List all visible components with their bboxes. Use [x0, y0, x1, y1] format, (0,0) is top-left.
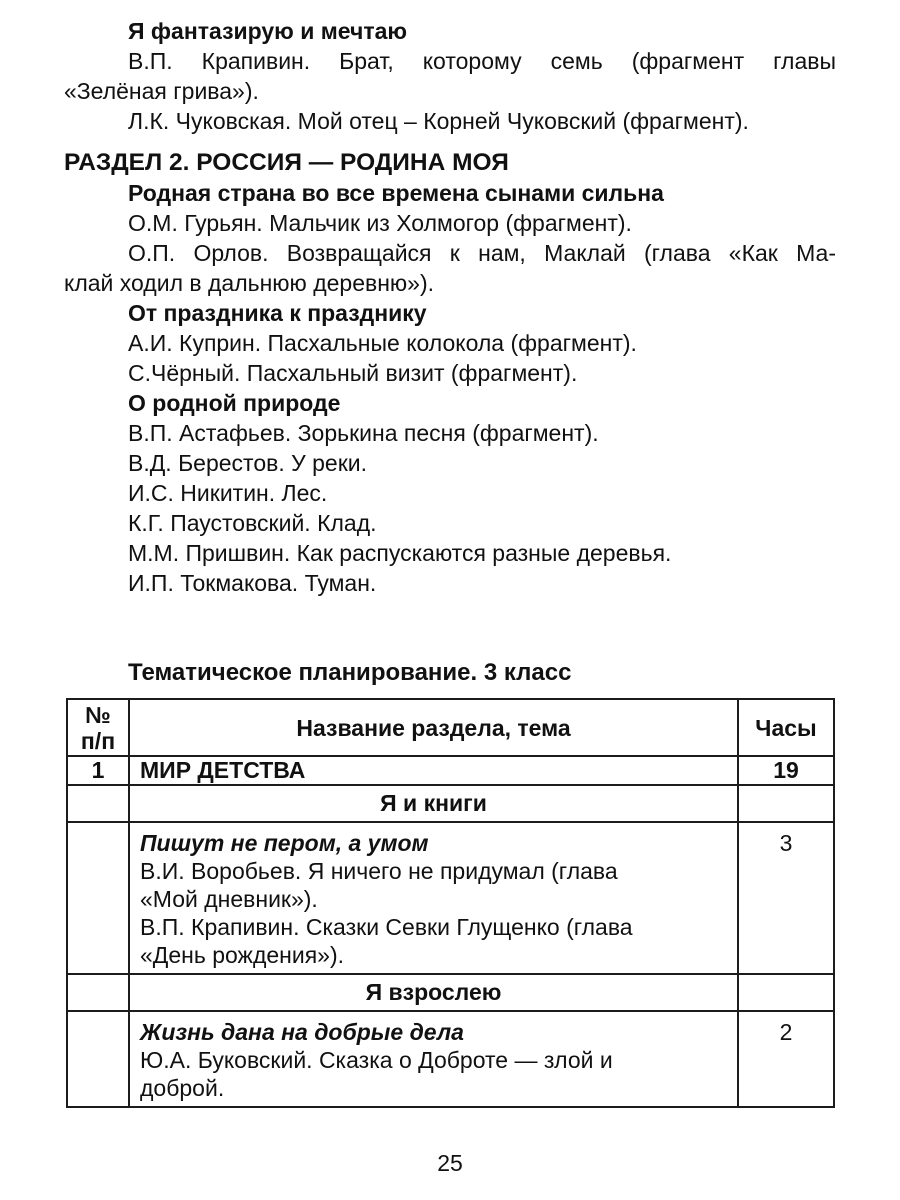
table-row-theme	[67, 822, 834, 974]
toc-entry: А.И. Куприн. Пасхальные колокола (фрагмент).	[128, 330, 637, 356]
header-cell-hours: Часы	[738, 699, 834, 756]
cell-subheading: Я и книги	[129, 785, 738, 822]
table-row-section	[67, 756, 834, 785]
table-header-row	[67, 699, 834, 756]
cell-row-number: 1	[67, 756, 129, 785]
theme-line: «День рождения»).	[140, 942, 345, 968]
cell-hours: 19	[738, 756, 834, 785]
cell-hours: 2	[738, 1011, 834, 1107]
table-row-subheading	[67, 974, 834, 1011]
header-number-line1: №	[85, 701, 111, 728]
toc-entry-line: О.П. Орлов. Возвращайся к нам, Маклай (глава «Как Ма-	[128, 240, 836, 266]
cell-subheading: Я взрослею	[129, 974, 738, 1011]
cell-section-title: МИР ДЕТСТВА	[129, 756, 738, 785]
toc-section	[0, 0, 900, 598]
cell-empty	[67, 974, 129, 1011]
toc-subheading: Родная страна во все времена сынами сильна	[128, 180, 664, 206]
cell-empty	[67, 785, 129, 822]
toc-entry: Л.К. Чуковская. Мой отец – Корней Чуковский (фрагмент).	[128, 108, 749, 134]
toc-entry: С.Чёрный. Пасхальный визит (фрагмент).	[128, 360, 578, 386]
cell-theme-content	[129, 1011, 738, 1107]
toc-subheading: Я фантазирую и мечтаю	[128, 18, 408, 44]
toc-entry: В.Д. Берестов. У реки.	[128, 450, 368, 476]
theme-line: В.И. Воробьев. Я ничего не придумал (глава	[140, 858, 618, 884]
toc-entry: В.П. Астафьев. Зорькина песня (фрагмент).	[128, 420, 599, 446]
header-number-line2: п/п	[80, 727, 116, 754]
toc-subheading: От праздника к празднику	[128, 300, 427, 326]
section-heading: РАЗДЕЛ 2. РОССИЯ — РОДИНА МОЯ	[64, 149, 509, 176]
cell-theme-content	[129, 822, 738, 974]
toc-entry: К.Г. Паустовский. Клад.	[128, 510, 377, 536]
theme-line: В.П. Крапивин. Сказки Севки Глущенко (глава	[140, 914, 633, 940]
theme-line: доброй.	[140, 1075, 225, 1101]
cell-empty	[738, 974, 834, 1011]
theme-title: Пишут не пером, а умом	[140, 830, 429, 856]
theme-line: Ю.А. Буковский. Сказка о Доброте — злой и	[140, 1047, 613, 1073]
theme-line: «Мой дневник»).	[140, 886, 318, 912]
header-cell-number	[67, 699, 129, 756]
theme-title: Жизнь дана на добрые дела	[140, 1019, 464, 1045]
cell-hours: 3	[738, 822, 834, 974]
toc-entry: И.П. Токмакова. Туман.	[128, 570, 377, 596]
planning-title: Тематическое планирование. 3 класс	[128, 659, 572, 686]
toc-entry-line: клай ходил в дальнюю деревню»).	[64, 270, 434, 296]
cell-empty	[738, 785, 834, 822]
table-row-theme	[67, 1011, 834, 1107]
toc-entry	[64, 46, 836, 106]
toc-entry-line: «Зелёная грива»).	[64, 78, 259, 104]
table-row-subheading	[67, 785, 834, 822]
cell-empty	[67, 822, 129, 974]
toc-entry	[64, 238, 836, 298]
planning-table	[66, 698, 835, 1108]
toc-subheading: О родной природе	[128, 390, 341, 416]
toc-entry: М.М. Пришвин. Как распускаются разные деревья.	[128, 540, 672, 566]
toc-entry: О.М. Гурьян. Мальчик из Холмогор (фрагмент).	[128, 210, 632, 236]
header-cell-name: Название раздела, тема	[129, 699, 738, 756]
page-number: 25	[437, 1150, 463, 1176]
toc-entry: И.С. Никитин. Лес.	[128, 480, 328, 506]
cell-empty	[67, 1011, 129, 1107]
toc-entry-line: В.П. Крапивин. Брат, которому семь (фрагмент главы	[128, 48, 836, 74]
